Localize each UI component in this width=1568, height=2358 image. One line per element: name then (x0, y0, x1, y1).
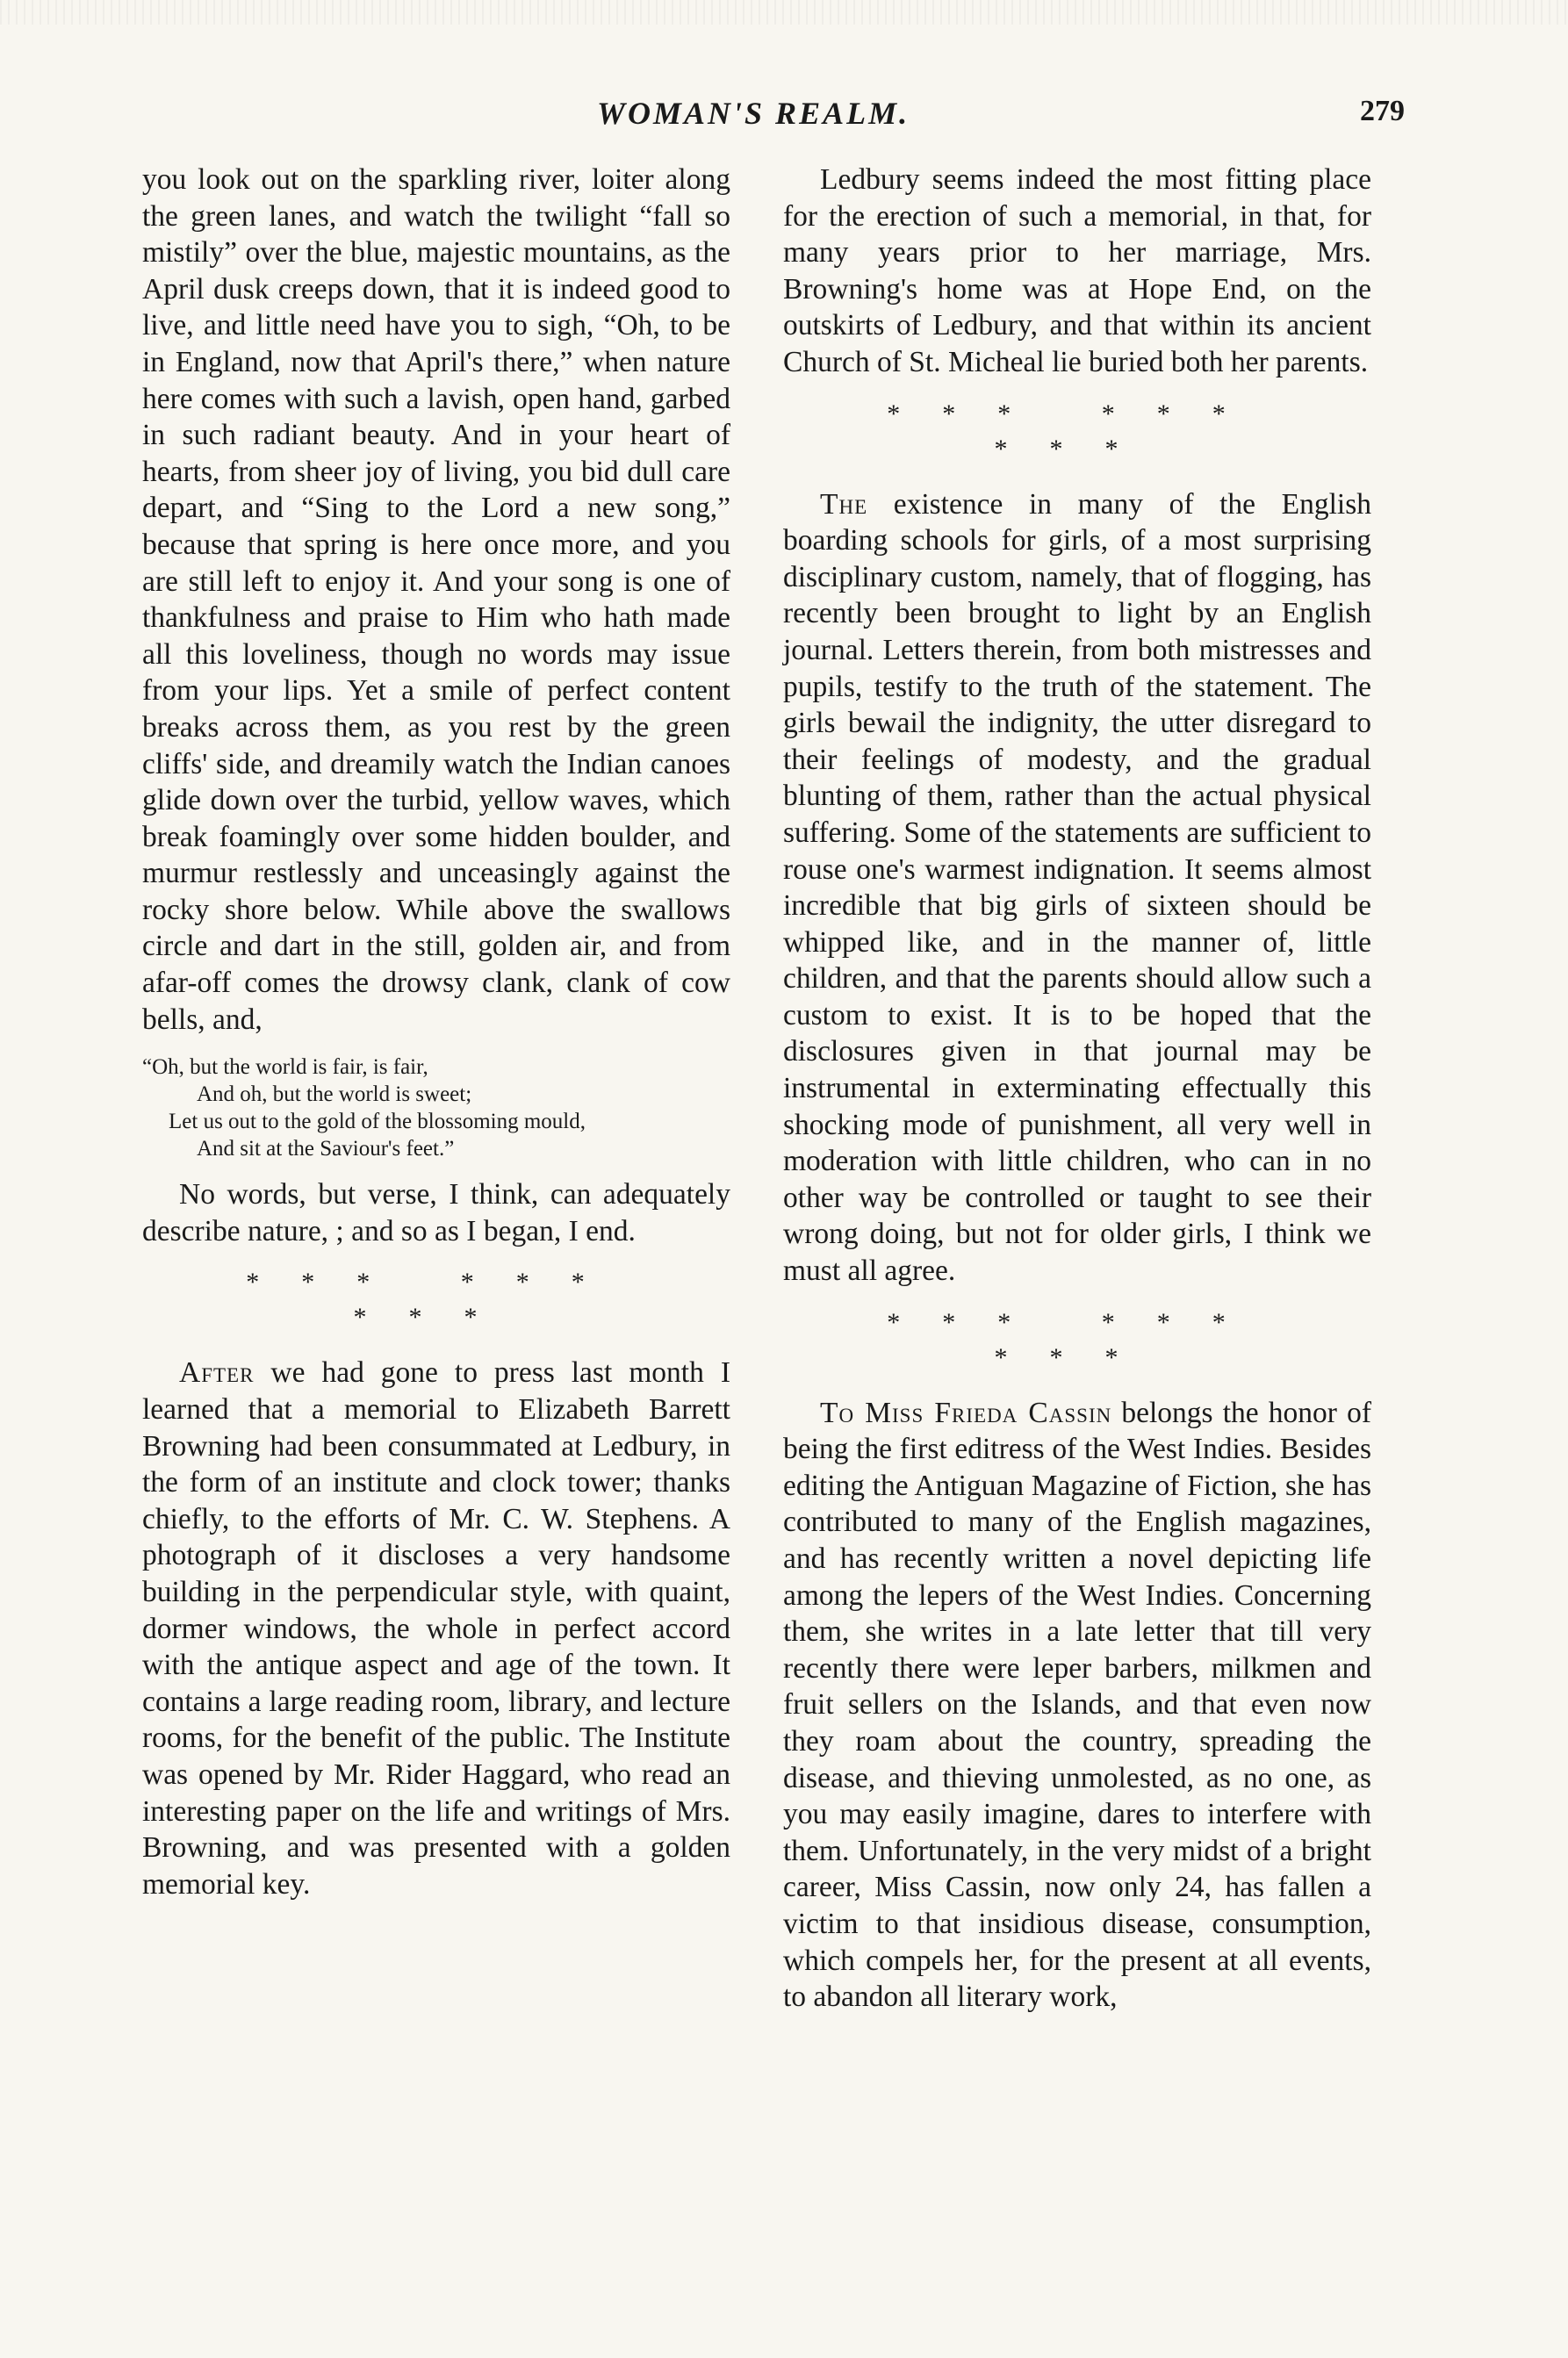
left-paragraph-3-body: we had gone to press last month I learned that a memorial to Elizabeth Barrett Browning had been consummated at Ledbury, in the form of an institute and clock tower; thanks chiefly, to the efforts of Mr. C. W. Stephens. A photograph of it discloses a very handsome building in the perpendicular style, with quaint, dormer windows, the whole in perfect accord with the antique aspect and age of the town. It contains a large reading room, library, and lecture rooms, for the benefit of the public. The Institute was opened by Mr. Rider Haggard, who read an interesting paper on the life and writings of Mrs. Browning, and was presented with a golden memorial key. (142, 1356, 730, 1901)
asterism: *** *** *** (246, 1268, 627, 1333)
right-paragraph-2-body: existence in many of the English boarding schools for girls, of a most surprising disciplinary custom, namely, that of flogging, has recently been brought to light by an English journal. Letters therein, from both mistresses and pupils, testify to the truth of the statement. The girls bewail the indignity, the utter disregard to their feelings of modesty, and the gradual blunting of them, rather than the actual physical suffering. Some of the statements are sufficient to rouse one's warmest indignation. It seems almost incredible that big girls of sixteen should be whipped like, and in the manner of, little children, and that the parents should allow such a custom to exist. It is to be hoped that the disclosures given in that journal may be instrumental in exterminating effectually this shocking mode of punishment, all very well in moderation with little children, who can in no other way be controlled or taught to see their wrong doing, but not for older girls, I think we must all agree. (783, 487, 1371, 1288)
section-separator (783, 397, 1371, 467)
left-column (142, 162, 730, 1902)
left-paragraph-2: No words, but verse, I think, can adequately describe nature, ; and so as I began, I end. (142, 1178, 730, 1247)
right-paragraph-1: Ledbury seems indeed the most fitting place for the erection of such a memorial, in that, for many years prior to her marriage, Mrs. Browning's home was at Hope End, on the outskirts of Ledbury, and that within its ancient Church of St. Micheal lie buried both her parents. (783, 163, 1371, 378)
lead-word: The (820, 487, 868, 521)
lead-word: After (179, 1356, 255, 1390)
poem-line-3: Let us out to the gold of the blossoming mould, (169, 1110, 586, 1134)
right-paragraph-3-body: belongs the honor of being the first editress of the West Indies. Besides editing the Antiguan Magazine of Fiction, she has contributed to many of the English magazines, and has recently written a novel depicting life among the lepers of the West Indies. Concerning them, she writes in a late letter that till very recently there were leper barbers, milkmen and fruit sellers on the Islands, and that even now they roam about the country, spreading the disease, and thieving unmolested, as no one, as you may easily imagine, dares to interfere with them. Unfortunately, in the very midst of a bright career, Miss Cassin, now only 24, has fallen a victim to that insidious disease, consumption, which compels her, for the present at all events, to abandon all literary work, (783, 1396, 1371, 2014)
section-separator (783, 1305, 1371, 1376)
right-paragraph-2 (783, 486, 1371, 1290)
left-paragraph-3 (142, 1355, 730, 1902)
section-separator (142, 1265, 730, 1335)
poem-quote (142, 1053, 730, 1162)
page-header (140, 88, 1457, 140)
poem-line-1: “Oh, but the world is fair, is fair, (142, 1055, 428, 1080)
page-number: 279 (1360, 95, 1405, 127)
right-paragraph-3 (783, 1395, 1371, 2016)
scan-edge-noise (0, 0, 1568, 25)
asterism: *** *** *** (887, 1307, 1268, 1372)
left-paragraph-1: you look out on the sparkling river, loiter along the green lanes, and watch the twilight “fall so mistily” over the blue, majestic mountains, as the April dusk creeps down, that it is indeed good to live, and little need have you to sigh, “Oh, to be in England, now that April's there,” when nature here comes with such a lavish, open hand, garbed in such radiant beauty. And in your heart of hearts, from sheer joy of living, you bid dull care depart, and “Sing to the Lord a new song,” because that spring is here once more, and you are still left to enjoy it. And your song is one of thankfulness and praise to Him who hath made all this loveliness, though no words may issue from your lips. Yet a smile of perfect content breaks across them, as you rest by the green cliffs' side, and dreamily watch the Indian canoes glide down over the turbid, yellow waves, which break foamingly over some hidden boulder, and murmur restlessly and unceasingly against the rocky shore below. While above the swallows circle and dart in the still, golden air, and from afar-off comes the drowsy clank, clank of cow bells, and, (142, 163, 730, 1036)
poem-line-4: And sit at the Saviour's feet.” (197, 1137, 455, 1161)
lead-words: To Miss Frieda Cassin (820, 1396, 1112, 1429)
right-column (783, 162, 1371, 2016)
running-head: WOMAN'S REALM. (597, 96, 910, 131)
poem-line-2: And oh, but the world is sweet; (197, 1082, 472, 1107)
asterism: *** *** *** (887, 399, 1268, 464)
